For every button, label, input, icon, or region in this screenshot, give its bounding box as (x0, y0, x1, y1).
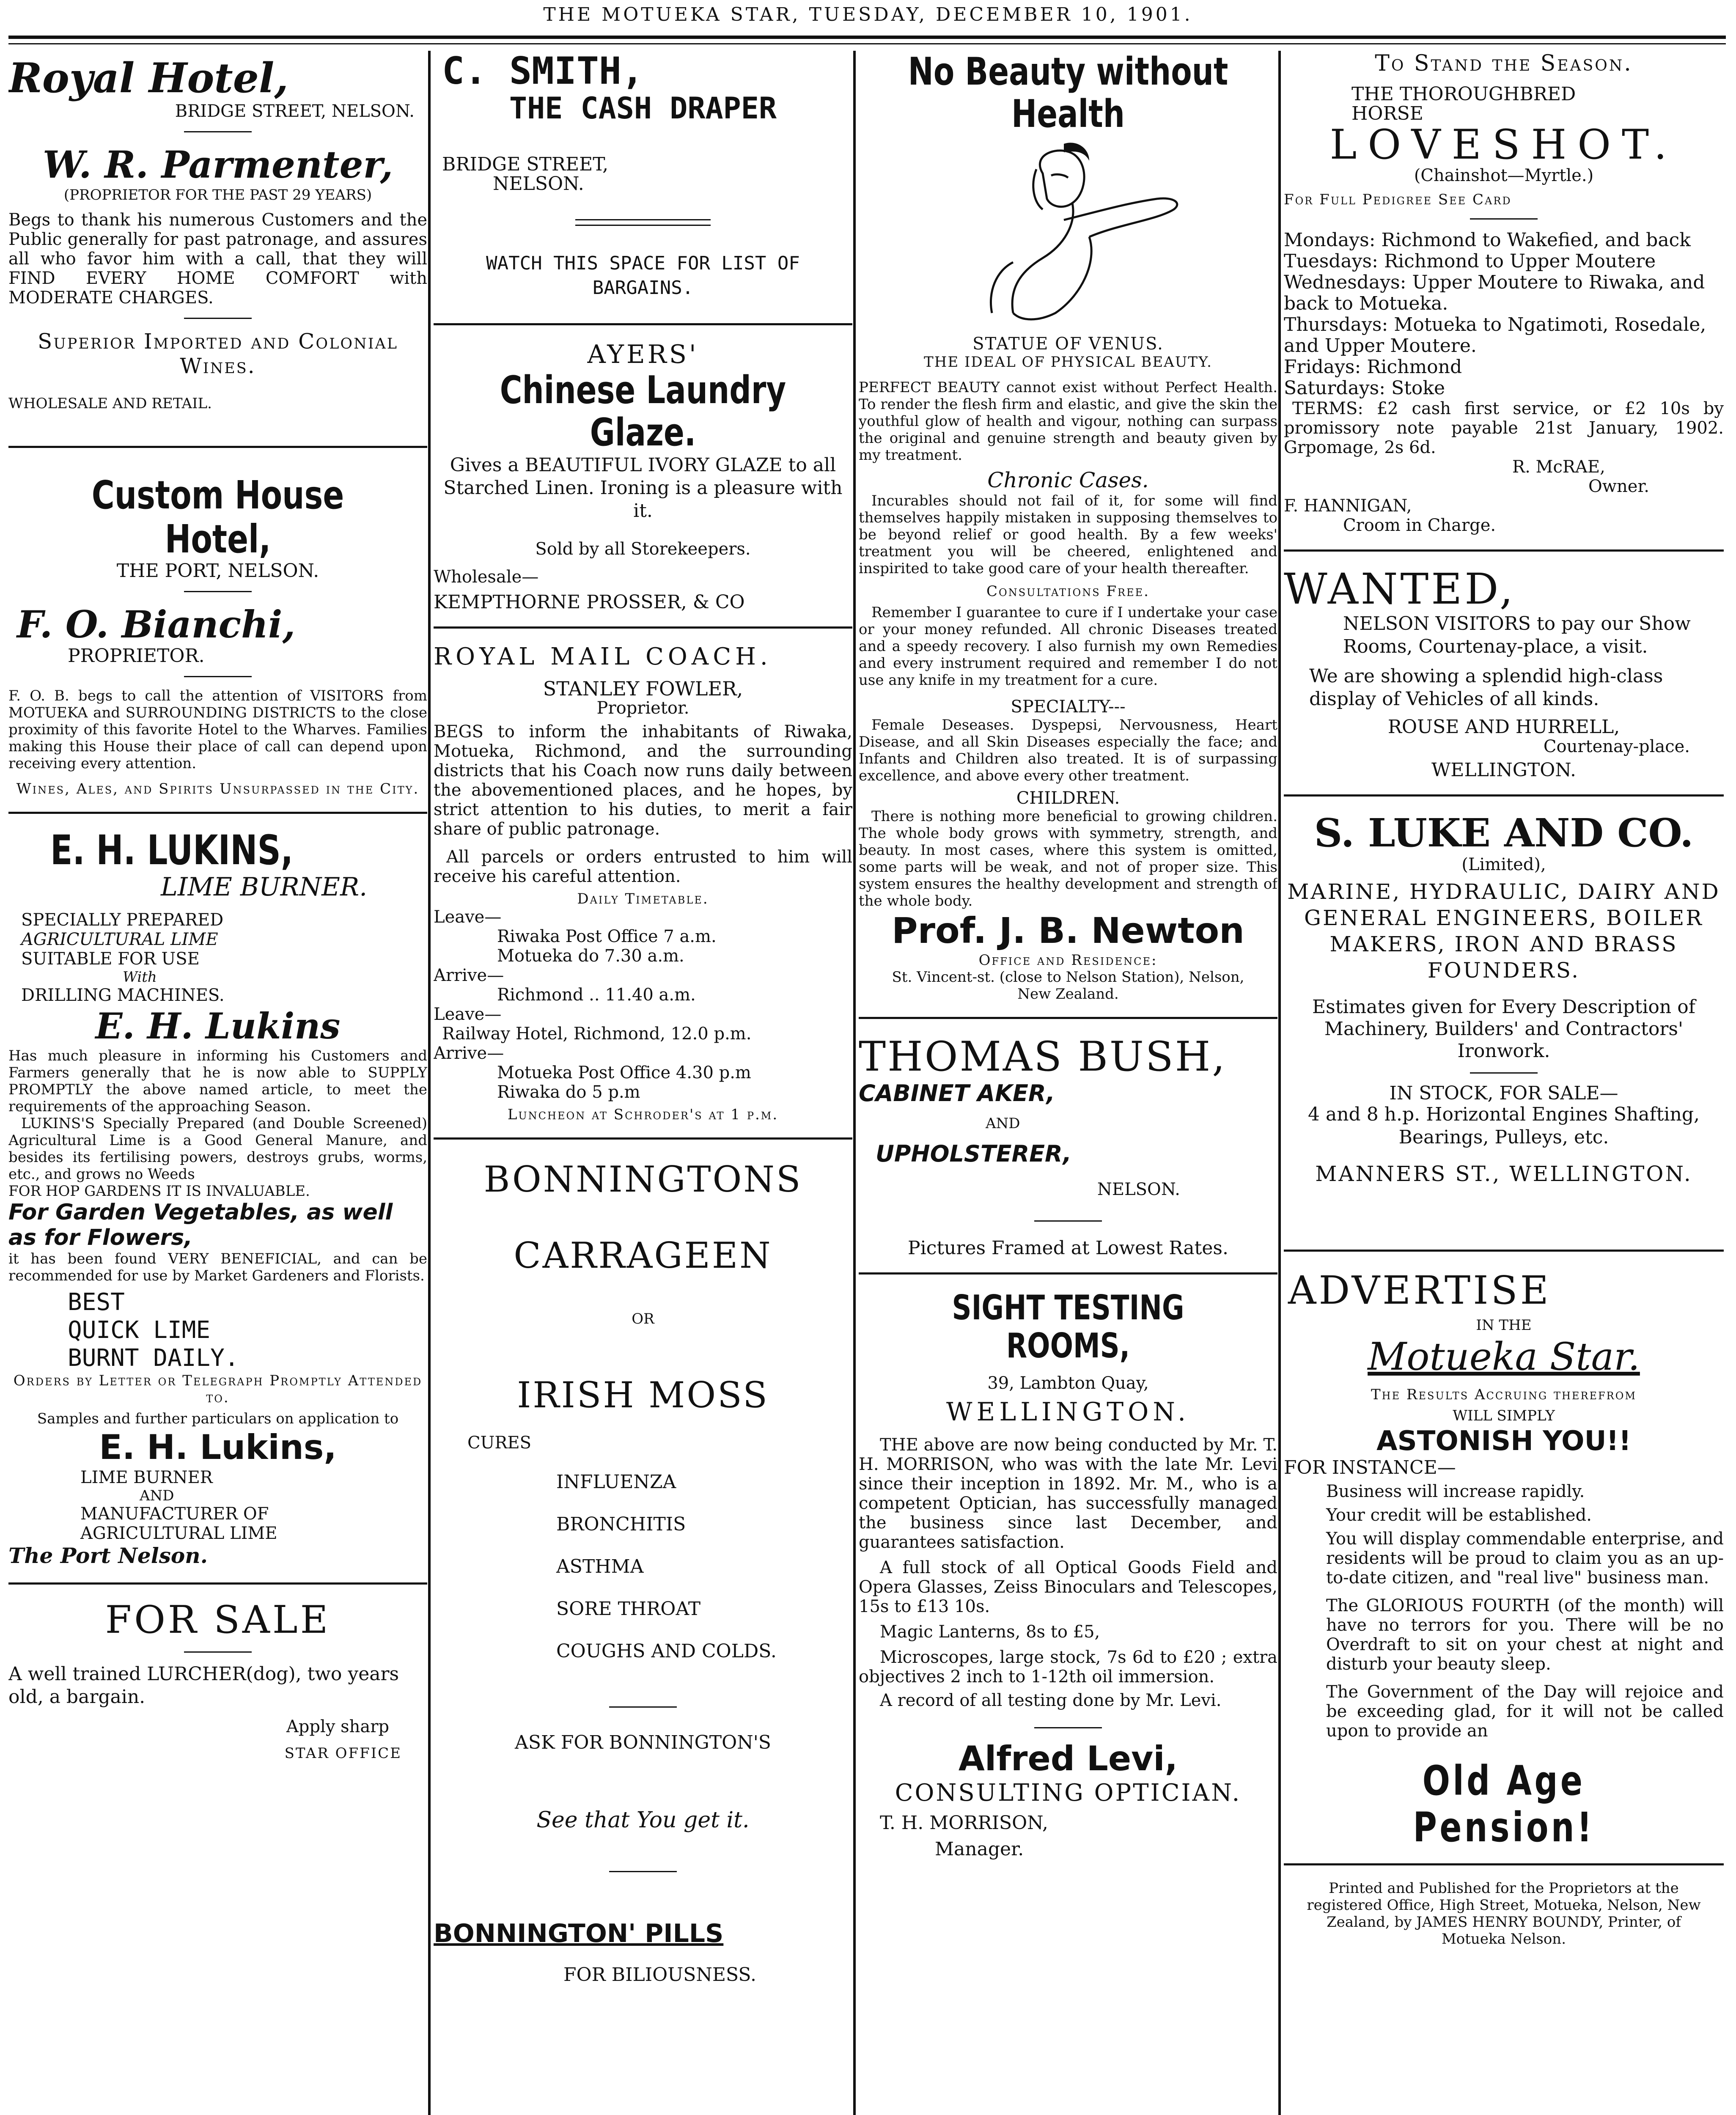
ad-body: 4 and 8 h.p. Horizontal Engines Shafting, Bearings, Pulleys, etc. (1308, 1104, 1700, 1148)
ad-body: All parcels or orders entrusted to him will receive his careful attention. (434, 847, 852, 886)
masthead: THE MOTUEKA STAR, TUESDAY, DECEMBER 10, 1901. (543, 4, 1193, 25)
ad-terms: TERMS: £2 cash first service, or £2 10s by promissory note payable 21st January, 1902. Grpomage, 2s 6d. (1284, 399, 1724, 457)
ad-body: Estimates given for Every Description of Machinery, Builders' and Contractors' Ironwork. (1312, 996, 1695, 1062)
ad-body: A record of all testing done by Mr. Levi. (880, 1691, 1222, 1710)
ad-line: HORSE (1351, 103, 1423, 124)
ad-line: Pictures Framed at Lowest Rates. (908, 1237, 1228, 1259)
column-divider (1278, 51, 1281, 2115)
ad-body: There is nothing more beneficial to growing children. The whole body grows with symmetry, strength, and beauty. In most cases, where this system is omitted, some parts will be weak, and not of proper size. This system ensures the healthy development and strength of the whole body. (859, 808, 1277, 909)
ad-line: AND (140, 1487, 174, 1504)
ad-line: Apply sharp (286, 1717, 389, 1736)
ailment-item: BRONCHITIS (556, 1513, 686, 1535)
masthead-rule (8, 36, 1726, 39)
ad-line: CARRAGEEN (514, 1235, 772, 1276)
ad-body: BEGS to inform the inhabitants of Riwaka, Motueka, Richmond, and the surrounding districts that his Coach now runs daily between the abovementioned places, and he hopes, by strict attention to his duties, to merit a fair share of public patronage. (434, 722, 852, 839)
ad-subhead: CHILDREN. (1016, 788, 1120, 808)
ad-headline: No Beauty without Health (908, 51, 1228, 136)
ad-line: FOR BILIOUSNESS. (563, 1964, 756, 1986)
ad-title: FOR SALE (105, 1598, 331, 1642)
ad-body: Female Deseases. Dyspepsi, Nervousness, Heart Disease, and all Skin Diseases especially the face; and Infants and Children also treated. It is of surpassing excellence, and above every other treatment. (859, 717, 1277, 784)
for-sale-ad (8, 1599, 427, 1762)
ad-subhead: SPECIALTY--- (1011, 697, 1126, 717)
ad-body: You will display commendable enterprise, and residents will be proud to claim you as an up-to-date citizen, and "real live" business man. (1326, 1529, 1724, 1588)
ad-body: The GLORIOUS FOURTH (of the month) will have no terrors for you. There will be no Overdraft to sit on your chest at night and disturb your beauty sleep. (1326, 1596, 1724, 1674)
ad-line: IN STOCK, FOR SALE— (1389, 1082, 1618, 1104)
ad-line: BONNINGTON' PILLS (434, 1919, 724, 1948)
ad-line: Leave— (434, 907, 502, 927)
ad-line: AGRICULTURAL LIME (80, 1524, 277, 1543)
ad-line: BURNT DAILY. (68, 1344, 239, 1372)
ad-sold: Sold by all Storekeepers. (535, 539, 751, 559)
venus-illustration (937, 135, 1199, 334)
ad-subtitle: THE CASH DRAPER (509, 91, 777, 126)
schedule-item: Mondays: Richmond to Wakefied, and back (1284, 229, 1691, 251)
ad-line: Leave— (434, 1005, 502, 1024)
ad-line: Manager. (935, 1838, 1024, 1860)
ad-line: SPECIALLY PREPARED (21, 910, 224, 930)
ad-line: Office and Residence: (978, 952, 1158, 969)
ad-title: ROYAL MAIL COACH. (434, 643, 772, 670)
ad-role: PROPRIETOR. (68, 645, 205, 667)
imprint: Printed and Published for the Proprietors at the registered Office, High Street, Motueka, Nelson, New Zealand, by JAMES HENRY BOUNDY, Printer, of Motueka Nelson. (1307, 1880, 1701, 1947)
ad-line: LIME BURNER (80, 1468, 213, 1487)
bush-ad (859, 1033, 1277, 1258)
ad-line: Railway Hotel, Richmond, 12.0 p.m. (442, 1024, 752, 1044)
ad-address: THE PORT, NELSON. (116, 560, 319, 582)
ad-title: Royal Hotel, (8, 54, 288, 102)
masthead-rule-thin (8, 43, 1726, 44)
column-divider (853, 51, 856, 2115)
ad-headline: Chinese Laundry Glaze. (500, 368, 786, 455)
ad-role: CONSULTING OPTICIAN. (895, 1779, 1242, 1807)
ad-body: THE above are now being conducted by Mr. T. H. MORRISON, who was with the late Mr. Levi since their inception in 1892. Mr. M., who is a competent Optician, has successfully managed the business since last December, and guarantees satisfaction. (859, 1435, 1277, 1552)
ad-line: BEST (68, 1288, 125, 1316)
ad-body: Has much pleasure in informing his Customers and Farmers generally that he is now able to SUPPLY PROMPTLY the above named article, to meet the requirements of the approaching Season. (8, 1047, 427, 1115)
ad-intro: To Stand the Season. (1375, 51, 1633, 76)
ayers-ad (434, 340, 852, 612)
custom-house-ad (8, 473, 427, 797)
ad-body: Begs to thank his numerous Customers and the Public generally for past patronage, and assures all who favor him with a call, that they will FIND EVERY HOME COMFORT with MODERATE CHARGES. (8, 210, 427, 308)
ad-title: S. LUKE AND CO. (1314, 810, 1694, 856)
ad-line: With (123, 969, 157, 986)
ad-line: Croom in Charge. (1343, 516, 1496, 535)
ad-line: WELLINGTON. (946, 1397, 1190, 1427)
ad-line: R. McRAE, (1512, 457, 1605, 477)
ad-line: Riwaka Post Office 7 a.m. (497, 927, 717, 946)
ad-paper: Motueka Star. (1368, 1335, 1640, 1379)
ad-line: AND (986, 1115, 1020, 1132)
ad-role: Proprietor. (596, 698, 689, 718)
ad-body: Magic Lanterns, 8s to £5, (880, 1622, 1100, 1642)
ad-address: BRIDGE STREET, NELSON. (175, 102, 415, 121)
ad-pension: Old Age Pension! (1413, 1757, 1595, 1851)
newton-ad (859, 51, 1277, 1003)
ad-title: THOMAS BUSH, (859, 1033, 1227, 1080)
ad-name: Alfred Levi, (958, 1739, 1178, 1778)
ad-line: Arrive— (434, 966, 504, 985)
ad-line: AGRICULTURAL LIME (21, 930, 218, 949)
ad-line: WILL SIMPLY (1453, 1407, 1555, 1424)
ad-title: ADVERTISE (1288, 1268, 1551, 1313)
schedule-item: Thursdays: Motueka to Ngatimoti, Rosedale, and Upper Moutere. (1284, 314, 1706, 357)
ad-line: ASTONISH YOU!! (1376, 1426, 1631, 1457)
ad-line: See that You get it. (536, 1807, 750, 1833)
ad-line: CURES (467, 1433, 532, 1453)
ad-line: OR (632, 1310, 654, 1327)
ad-line: NELSON. (493, 173, 584, 195)
ad-body: MARINE, HYDRAULIC, DAIRY AND GENERAL ENGINEERS, BOILER MAKERS, IRON AND BRASS FOUNDERS. (1287, 879, 1720, 983)
ad-line: (Chainshot—Myrtle.) (1414, 166, 1594, 185)
luke-ad (1284, 811, 1724, 1186)
ad-body: Remember I guarantee to cure if I undertake your case or your money refunded. All chronic Diseases treated and a speedy recovery. I also furnish my own Remedies and every instrument required and remember I do not use any knife in my treatment for a cure. (859, 604, 1277, 689)
ad-wines: Superior Imported and Colonial Wines. (37, 329, 398, 378)
ad-line: STAR OFFICE (284, 1745, 402, 1762)
ad-body: A well trained LURCHER(dog), two years old, a bargain. (8, 1663, 399, 1708)
ad-body: F. O. B. begs to call the attention of VISITORS from MOTUEKA and SURROUNDING DISTRICTS to the close proximity of this favorite Hotel to the Wharves. Families making this House their place of call can depend upon receiving every attention. (8, 687, 427, 772)
ad-title: E. H. LUKINS, (50, 827, 293, 874)
ad-name: Prof. J. B. Newton (892, 910, 1244, 951)
ad-note: (PROPRIETOR FOR THE PAST 29 YEARS) (63, 187, 372, 203)
ad-body: A full stock of all Optical Goods Field and Opera Glasses, Zeiss Binoculars and Telescopes, 15s to £13 10s. (859, 1558, 1277, 1616)
ad-line: IRISH MOSS (517, 1374, 769, 1416)
ad-line: Your credit will be established. (1326, 1505, 1592, 1525)
ad-title: Custom House Hotel, (91, 472, 344, 562)
ad-sig: E. H. Lukins, (99, 1428, 337, 1467)
schedule-item: Tuesdays: Richmond to Upper Moutere (1284, 250, 1656, 272)
ad-line: DRILLING MACHINES. (21, 986, 225, 1005)
ad-line: THE THOROUGHBRED (1351, 83, 1576, 105)
ad-garden: For Garden Vegetables, as well as for Flowers, (8, 1200, 393, 1250)
ad-line: MANUFACTURER OF (80, 1504, 269, 1524)
ad-line: (Limited), (1461, 855, 1546, 874)
ailment-item: INFLUENZA (556, 1471, 676, 1493)
column-4 (1284, 51, 1724, 2115)
loveshot-ad (1284, 51, 1724, 535)
ad-name: LOVESHOT. (1329, 121, 1678, 168)
ad-line: Arrive— (434, 1044, 504, 1063)
royal-hotel-ad (8, 55, 427, 412)
ad-line: The Results Accruing therefrom (1371, 1386, 1637, 1403)
ad-title: C. SMITH, (442, 51, 644, 93)
ad-body: NELSON VISITORS to pay our Show Rooms, Courtenay-place, a visit. (1343, 613, 1691, 657)
schedule-item: Fridays: Richmond (1284, 356, 1462, 378)
ad-line: Riwaka do 5 p.m (497, 1082, 640, 1102)
venus-caption: THE IDEAL OF PHYSICAL BEAUTY. (924, 354, 1212, 371)
ad-title: AYERS' (587, 340, 699, 369)
ad-line: MANNERS ST., WELLINGTON. (1315, 1162, 1692, 1186)
ad-line: CABINET AKER, (859, 1080, 1055, 1107)
ad-line: Motueka Post Office 4.30 p.m (497, 1063, 751, 1082)
bonnington-ad (434, 1154, 852, 1985)
ad-line: ASK FOR BONNINGTON'S (515, 1732, 771, 1753)
ad-line: WELLINGTON. (1431, 759, 1576, 781)
ad-line: T. H. MORRISON, (880, 1812, 1048, 1834)
ad-line: FOR HOP GARDENS IT IS INVALUABLE. (8, 1183, 310, 1200)
ad-body: it has been found VERY BENEFICIAL, and can be recommended for use by Market Gardeners and Florists. (8, 1250, 427, 1284)
ad-line: St. Vincent-st. (close to Nelson Station), Nelson, New Zealand. (892, 969, 1244, 1003)
ad-line: The Port Nelson. (8, 1543, 208, 1568)
sight-testing-ad (859, 1289, 1277, 1859)
ad-line: BRIDGE STREET, (442, 154, 609, 175)
ad-title: SIGHT TESTING ROOMS, (952, 1288, 1184, 1365)
ad-line: Wholesale— (434, 567, 539, 587)
column-divider (428, 51, 431, 2115)
ad-orders: Orders by Letter or Telegraph Promptly Attended to. (13, 1372, 423, 1406)
ad-line: 39, Lambton Quay, (987, 1373, 1149, 1393)
ad-line: Motueka do 7.30 a.m. (497, 946, 684, 966)
column-1 (8, 51, 427, 2115)
ad-line: QUICK LIME (68, 1316, 211, 1344)
coach-ad (434, 643, 852, 1123)
schedule-item: Saturdays: Stoke (1284, 377, 1445, 399)
ad-line: Richmond .. 11.40 a.m. (497, 985, 696, 1005)
column-3 (859, 51, 1277, 2115)
ad-subtitle: LIME BURNER. (161, 872, 368, 902)
ad-line: Daily Timetable. (577, 890, 709, 907)
ad-line: ROUSE AND HURRELL, (1387, 716, 1620, 738)
ad-proprietor: W. R. Parmenter, (42, 143, 393, 187)
ad-line: Business will increase rapidly. (1326, 1482, 1585, 1501)
ad-title: WANTED, (1284, 564, 1516, 614)
ad-body: Gives a BEAUTIFUL IVORY GLAZE to all Starched Linen. Ironing is a pleasure with it. (443, 454, 843, 522)
ad-line: BONNINGTONS (483, 1159, 802, 1200)
ad-line: Luncheon at Schroder's at 1 p.m. (507, 1106, 779, 1123)
venus-caption: STATUE OF VENUS. (972, 334, 1164, 354)
ad-line: Owner. (1588, 477, 1649, 496)
ad-wines: Wines, Ales, and Spirits Unsurpassed in the City. (16, 780, 420, 797)
ailment-item: ASTHMA (556, 1556, 644, 1577)
ad-body: We are showing a splendid high-class display of Vehicles of all kinds. (1309, 665, 1663, 710)
ad-name: E. H. Lukins (95, 1005, 341, 1047)
ad-watch: WATCH THIS SPACE FOR LIST OF BARGAINS. (486, 253, 800, 299)
ad-line: F. HANNIGAN, (1284, 496, 1412, 516)
ad-subhead: Consultations Free. (986, 583, 1150, 600)
advertise-ad (1284, 1269, 1724, 1851)
ad-body: PERFECT BEAUTY cannot exist without Perfect Health. To render the flesh firm and elastic, and give the skin the youthful glow of health and vigour, nothing can surpass the original and genuine strength and beauty given by my treatment. (859, 379, 1277, 464)
ad-body: The Government of the Day will rejoice and be exceeding glad, for it will not be called upon to provide an (1326, 1682, 1724, 1741)
ad-name: STANLEY FOWLER, (543, 677, 743, 700)
smith-ad (434, 51, 852, 309)
wanted-ad (1284, 566, 1724, 780)
ad-body: Microscopes, large stock, 7s 6d to £20 ; extra objectives 2 inch to 1-12th oil immersion. (859, 1648, 1277, 1687)
schedule-item: Wednesdays: Upper Moutere to Riwaka, and back to Motueka. (1284, 272, 1705, 314)
ad-name: F. O. Bianchi, (17, 602, 296, 646)
ad-line: UPHOLSTERER, (876, 1140, 1072, 1167)
ad-body: Incurables should not fail of it, for some will find themselves happily mistaken in supposing themselves to be beyond relief or good health. By a few weeks' treatment you will be cheered, enlightened and inspirited to take good care of your health thereafter. (859, 492, 1277, 577)
ad-line: Courtenay-place. (1543, 737, 1690, 756)
lukins-ad (8, 828, 427, 1568)
ad-samples: Samples and further particulars on application to (37, 1410, 399, 1427)
ad-line: For Full Pedigree See Card (1284, 191, 1512, 208)
ailment-item: SORE THROAT (556, 1598, 701, 1620)
ad-line: SUITABLE FOR USE (21, 949, 200, 969)
ailment-item: COUGHS AND COLDS. (556, 1640, 777, 1662)
ad-subhead: Chronic Cases. (987, 468, 1149, 492)
ad-trade: WHOLESALE AND RETAIL. (8, 395, 212, 412)
ad-line: NELSON. (1097, 1180, 1180, 1199)
ad-line: IN THE (1476, 1317, 1532, 1334)
ad-line: KEMPTHORNE PROSSER, & CO (434, 591, 745, 613)
ad-body: LUKINS'S Specially Prepared (and Double Screened) Agricultural Lime is a Good General Manure, and besides its fertilising powers, destroys grubs, worms, etc., and grows no Weeds (8, 1115, 427, 1183)
column-2 (434, 51, 852, 2115)
ad-line: FOR INSTANCE— (1284, 1457, 1456, 1478)
